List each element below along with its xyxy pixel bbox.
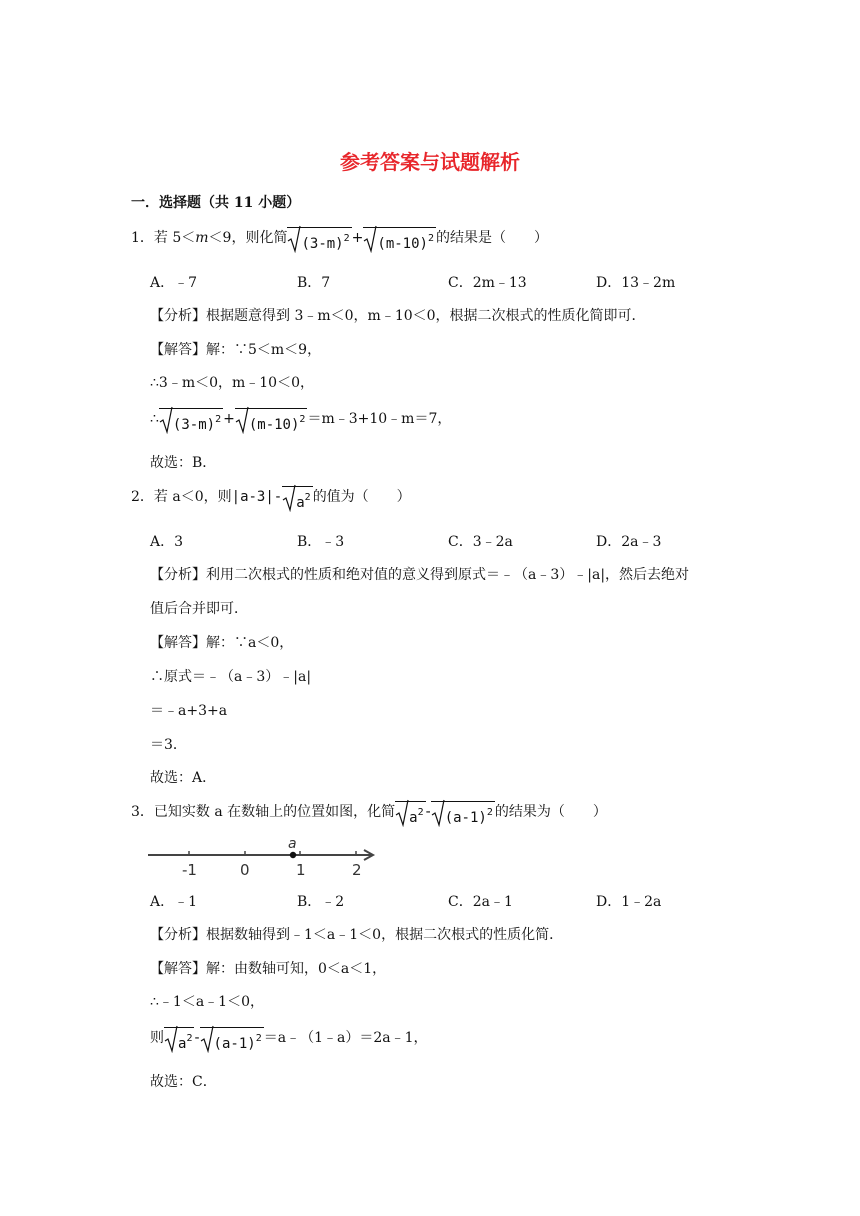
radical: $a^2$ xyxy=(395,799,425,825)
axis-tick-label: -1 xyxy=(182,861,197,879)
q3-step: 则 $a^2$ - $(a-1)^2$ ＝a﹣（1﹣a）＝2a﹣1， xyxy=(150,1025,427,1051)
q2-answer: 故选：A． xyxy=(150,770,217,786)
q1-option-b: B．7 xyxy=(297,275,331,291)
q2-step: ∴原式＝﹣（a﹣3）﹣|a| xyxy=(150,669,312,685)
q2-stem: 2．若 a＜0，则|a-3|- $a^2$ 的值为（ ） xyxy=(131,484,411,510)
q2-option-d: D．2a﹣3 xyxy=(596,534,662,550)
q3-analysis: 【分析】根据数轴得到﹣1＜a﹣1＜0，根据二次根式的性质化简． xyxy=(150,927,564,943)
q3-option-b: B．﹣2 xyxy=(297,894,345,910)
q2-step: ＝3． xyxy=(150,737,187,753)
q1-step: ∴ $(3-m)^2$ + $(m-10)^2$ ＝m﹣3+10﹣m＝7， xyxy=(150,406,451,432)
q3-stem: 3．已知实数 a 在数轴上的位置如图，化简 $a^2$ - $(a-1)^2$ 的结果为（ ） xyxy=(131,799,607,825)
q2-option-b: B．﹣3 xyxy=(297,534,345,550)
q1-option-d: D．13﹣2m xyxy=(596,275,676,291)
radical: $(a-1)^2$ xyxy=(431,799,495,825)
q2-solution: 【解答】解：∵a＜0， xyxy=(150,635,294,651)
point-a-marker xyxy=(290,852,296,858)
radical: $a^2$ xyxy=(164,1025,194,1051)
q3-solution: 【解答】解：由数轴可知，0＜a＜1， xyxy=(150,961,387,977)
axis-tick-label: 0 xyxy=(240,861,250,879)
radical: $(a-1)^2$ xyxy=(200,1025,264,1051)
q2-analysis-cont: 值后合并即可． xyxy=(150,601,248,617)
number-line xyxy=(148,838,380,880)
radical: $a^2$ xyxy=(282,484,312,510)
q1-option-a: A．﹣7 xyxy=(150,275,198,291)
axis-tick-label: 2 xyxy=(352,861,362,879)
radical: $(m-10)^2$ xyxy=(363,225,436,251)
q1-stem: 1．若 5＜m＜9，则化简 $(3-m)^2$ + $(m-10)^2$ 的结果是（ ） xyxy=(131,225,548,251)
section-heading: 一．选择题（共 11 小题） xyxy=(131,195,301,211)
q3-answer: 故选：C． xyxy=(150,1074,217,1090)
q2-option-a: A．3 xyxy=(150,534,184,550)
q1-solution: 【解答】解：∵5＜m＜9， xyxy=(150,342,322,358)
q2-analysis: 【分析】利用二次根式的性质和绝对值的意义得到原式＝﹣（a﹣3）﹣|a|，然后去绝对 xyxy=(150,567,690,583)
radical: $(3-m)^2$ xyxy=(159,406,223,432)
q3-option-c: C．2a﹣1 xyxy=(448,894,513,910)
q1-analysis: 【分析】根据题意得到 3﹣m＜0，m﹣10＜0，根据二次根式的性质化简即可． xyxy=(150,308,646,324)
q3-option-d: D．1﹣2a xyxy=(596,894,662,910)
page-title: 参考答案与试题解析 xyxy=(340,150,520,174)
q3-step: ∴﹣1＜a﹣1＜0， xyxy=(150,994,264,1010)
axis-tick-label: 1 xyxy=(296,861,306,879)
q1-option-c: C．2m﹣13 xyxy=(448,275,527,291)
q2-option-c: C．3﹣2a xyxy=(448,534,513,550)
radical: $(3-m)^2$ xyxy=(287,225,351,251)
q1-answer: 故选：B． xyxy=(150,455,217,471)
q1-step: ∴3﹣m＜0，m﹣10＜0， xyxy=(150,375,314,391)
q2-step: ＝﹣a+3+a xyxy=(150,703,228,719)
radical: $(m-10)^2$ xyxy=(235,406,308,432)
point-a-label: a xyxy=(288,838,297,852)
q3-option-a: A．﹣1 xyxy=(150,894,198,910)
